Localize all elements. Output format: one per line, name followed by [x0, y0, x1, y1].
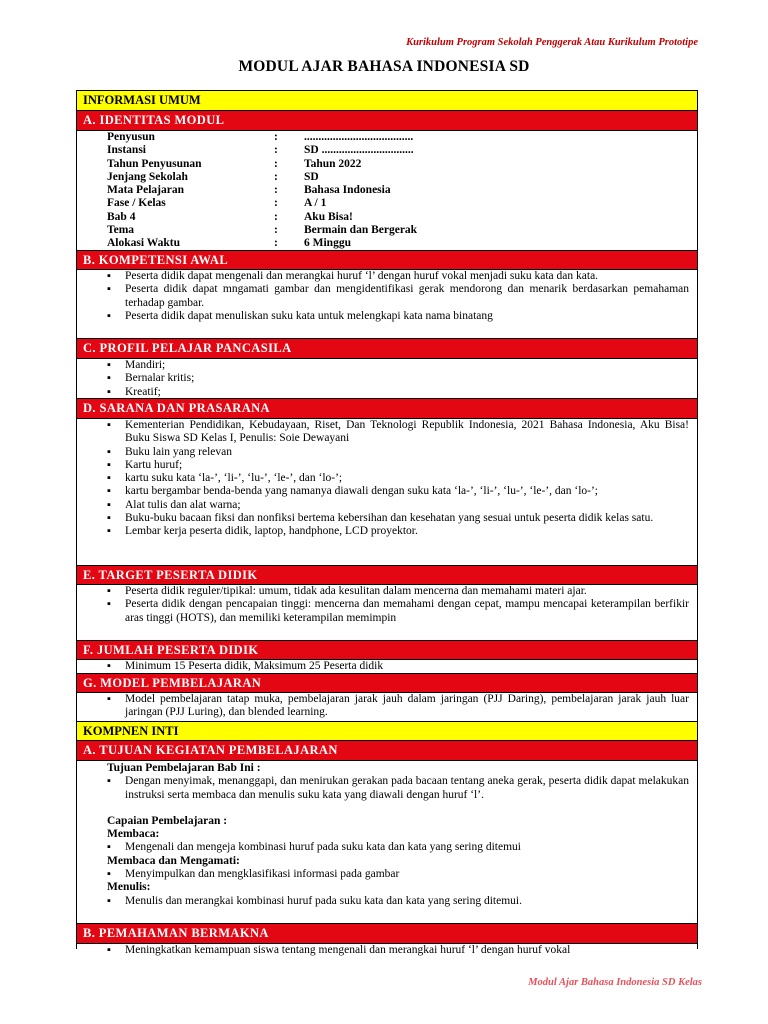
identitas-value: 6 Minggu	[304, 237, 351, 250]
identitas-row	[107, 224, 697, 237]
sarana-item: ▪ Lembar kerja peserta didik, laptop, handphone, LCD proyektor.	[107, 525, 689, 538]
identitas-colon: :	[274, 184, 278, 197]
identitas-colon: :	[274, 131, 278, 143]
identitas-value: SD	[304, 170, 319, 183]
menulis-item: ▪ Menulis dan merangkai kombinasi huruf pada suku kata dan kata yang sering ditemui.	[107, 895, 689, 908]
identitas-colon: :	[274, 157, 278, 170]
identitas-key: Penyusun	[107, 131, 155, 143]
identitas-row	[107, 171, 697, 184]
identitas-value: ......................................	[304, 131, 414, 143]
pemahaman-list	[77, 944, 697, 958]
section-tujuan-heading: A. TUJUAN KEGIATAN PEMBELAJARAN	[77, 741, 697, 761]
target-list	[77, 585, 697, 641]
profil-item: ▪ Bernalar kritis;	[107, 372, 689, 385]
identitas-colon: :	[274, 210, 278, 223]
sarana-item: ▪ kartu suku kata ‘la-’, ‘li-’, ‘lu-’, ‘le-’, dan ‘lo-’;	[107, 472, 689, 485]
identitas-row	[107, 158, 697, 171]
document-title: MODUL AJAR BAHASA INDONESIA SD	[238, 58, 530, 75]
footer-note: Modul Ajar Bahasa Indonesia SD Kelas	[528, 977, 702, 988]
profil-item: ▪ Kreatif;	[107, 386, 689, 399]
sarana-item: ▪ Buku lain yang relevan	[107, 446, 689, 459]
section-informasi-umum: INFORMASI UMUM	[77, 91, 697, 111]
identitas-key: Fase / Kelas	[107, 197, 166, 210]
section-identitas-heading: A. IDENTITAS MODUL	[77, 111, 697, 131]
target-item: ▪ Peserta didik dengan pencapaian tinggi: mencerna dan memahami dengan cepat, mampu mencapai keterampilan berfikir aras tinggi (HOTS), dan memiliki keterampilan memimpin	[107, 598, 689, 625]
sarana-item: ▪ Kartu huruf;	[107, 459, 689, 472]
tujuan-subheading: Tujuan Pembelajaran Bab Ini :	[107, 762, 261, 774]
sarana-item: ▪ Buku-buku bacaan fiksi dan nonfiksi bertema kebersihan dan kesehatan yang sesuai untuk peserta didik kelas satu.	[107, 512, 689, 525]
sarana-item: ▪ Kementerian Pendidikan, Kebudayaan, Riset, Dan Teknologi Republik Indonesia, 2021 Bahasa Indonesia, Aku Bisa! Buku Siswa SD Kelas I, Penulis: Soie Dewayani	[107, 419, 689, 446]
identitas-key: Bab 4	[107, 210, 136, 223]
identitas-value: Bermain dan Bergerak	[304, 224, 418, 237]
target-item: ▪ Peserta didik reguler/tipikal: umum, tidak ada kesulitan dalam mencerna dan memahami materi ajar.	[107, 585, 689, 598]
section-jumlah-heading: F. JUMLAH PESERTA DIDIK	[77, 641, 697, 660]
identitas-colon: :	[274, 170, 278, 183]
section-target-heading: E. TARGET PESERTA DIDIK	[77, 566, 697, 585]
identitas-key: Instansi	[107, 144, 146, 157]
identitas-row	[107, 237, 697, 250]
identitas-value: Bahasa Indonesia	[304, 184, 391, 197]
identitas-list	[77, 131, 697, 251]
section-kompetensi-heading: B. KOMPETENSI AWAL	[77, 251, 697, 270]
sarana-item: ▪ Alat tulis dan alat warna;	[107, 499, 689, 512]
model-list	[77, 693, 697, 722]
identitas-row	[107, 184, 697, 197]
capaian-heading: Capaian Pembelajaran :	[107, 814, 228, 827]
sarana-item: ▪ kartu bergambar benda-benda yang namanya diawali dengan suku kata ‘la-’, ‘li-’, ‘lu-’, ‘le-’, dan ‘lo-’;	[107, 485, 689, 498]
section-sarana-heading: D. SARANA DAN PRASARANA	[77, 399, 697, 419]
identitas-value: Tahun 2022	[304, 157, 362, 170]
tujuan-item: ▪ Dengan menyimak, menanggapi, dan menirukan gerakan pada bacaan tentang aneka gerak, peserta didik dapat melakukan instruksi serta membaca dan menulis suku kata yang diawali dengan huruf ‘l’.	[107, 775, 689, 802]
identitas-colon: :	[274, 224, 278, 237]
identitas-value: SD ................................	[304, 144, 414, 157]
module-table	[76, 90, 698, 956]
jumlah-list	[77, 660, 697, 674]
identitas-colon: :	[274, 144, 278, 157]
tujuan-content	[77, 761, 697, 924]
identitas-row	[107, 131, 697, 144]
identitas-row	[107, 144, 697, 157]
identitas-key: Alokasi Waktu	[107, 237, 180, 250]
identitas-key: Mata Pelajaran	[107, 184, 184, 197]
kompetensi-item: ▪ Peserta didik dapat mngamati gambar dan mengidentifikasi gerak mendorong dan menarik berdasarkan pemahaman terhadap gambar.	[107, 283, 689, 310]
kompetensi-item: ▪ Peserta didik dapat mengenali dan merangkai huruf ‘l’ dengan huruf vokal menjadi suku kata dan kata.	[107, 270, 689, 283]
membaca-item: ▪ Mengenali dan mengeja kombinasi huruf pada suku kata dan kata yang sering ditemui	[107, 841, 689, 854]
section-profil-heading: C. PROFIL PELAJAR PANCASILA	[77, 339, 697, 359]
profil-item: ▪ Mandiri;	[107, 359, 689, 372]
identitas-key: Jenjang Sekolah	[107, 170, 188, 183]
pemahaman-item: ▪ Meningkatkan kemampuan siswa tentang mengenali dan merangkai huruf ‘l’ dengan huruf vokal	[107, 944, 689, 957]
mengamati-heading: Membaca dan Mengamati:	[107, 854, 240, 867]
section-komponen-inti: KOMPNEN INTI	[77, 722, 697, 741]
kompetensi-list	[77, 270, 697, 339]
identitas-value: A / 1	[304, 197, 327, 210]
identitas-colon: :	[274, 237, 278, 250]
identitas-key: Tema	[107, 224, 135, 237]
kompetensi-item: ▪ Peserta didik dapat menuliskan suku kata untuk melengkapi kata nama binatang	[107, 310, 689, 323]
header-note: Kurikulum Program Sekolah Penggerak Atau Kurikulum Prototipe	[406, 37, 698, 48]
membaca-heading: Membaca:	[107, 828, 160, 841]
mengamati-item: ▪ Menyimpulkan dan mengklasifikasi informasi pada gambar	[107, 868, 689, 881]
sarana-list	[77, 419, 697, 566]
identitas-colon: :	[274, 197, 278, 210]
model-item: ▪ Model pembelajaran tatap muka, pembelajaran jarak jauh dalam jaringan (PJJ Daring), pembelajaran jarak jauh luar jaringan (PJJ Luring), dan blended learning.	[107, 693, 689, 720]
identitas-row	[107, 197, 697, 210]
jumlah-item: ▪ Minimum 15 Peserta didik, Maksimum 25 Peserta didik	[107, 660, 689, 673]
profil-list	[77, 359, 697, 399]
section-pemahaman-heading: B. PEMAHAMAN BERMAKNA	[77, 924, 697, 944]
menulis-heading: Menulis:	[107, 881, 151, 894]
identitas-value: Aku Bisa!	[304, 210, 353, 223]
identitas-row	[107, 211, 697, 224]
identitas-key: Tahun Penyusunan	[107, 157, 202, 170]
section-model-heading: G. MODEL PEMBELAJARAN	[77, 674, 697, 693]
